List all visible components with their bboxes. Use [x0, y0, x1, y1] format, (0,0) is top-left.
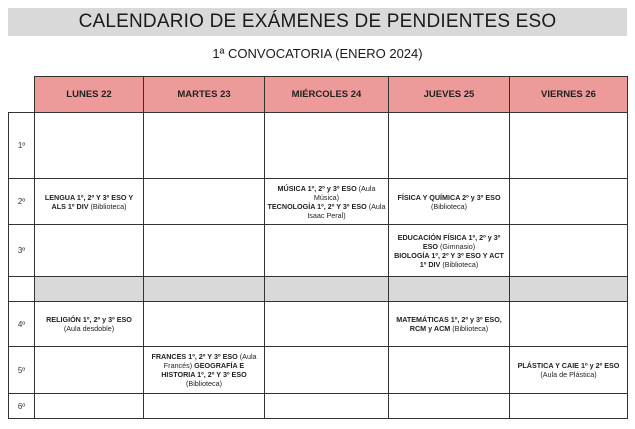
exam-title: FRANCES 1º, 2º Y 3º ESO — [151, 352, 238, 361]
break-cell — [144, 277, 265, 302]
exam-place: (Aula Música) — [313, 183, 376, 202]
table-row — [9, 347, 628, 394]
exam-cell — [265, 302, 389, 347]
exam-cell — [265, 225, 389, 277]
exam-place: (Biblioteca) — [90, 201, 127, 211]
exam-cell — [144, 113, 265, 179]
corner-cell — [9, 77, 35, 113]
period-label: 5º — [9, 347, 35, 394]
exam-cell — [389, 347, 510, 394]
exam-cell — [265, 179, 389, 225]
break-row — [9, 277, 628, 302]
day-header-miercoles: MIÉRCOLES 24 — [265, 77, 389, 113]
exam-place: (Biblioteca) — [452, 324, 489, 333]
table-row — [9, 113, 628, 179]
break-cell — [35, 277, 144, 302]
exam-place: (Aula Francés) — [163, 352, 257, 370]
day-header-viernes: VIERNES 26 — [510, 77, 628, 113]
break-cell — [510, 277, 628, 302]
break-cell — [9, 277, 35, 302]
day-header-jueves: JUEVES 25 — [389, 77, 510, 113]
exam-cell — [510, 225, 628, 277]
exam-place: (Aula de Plástica) — [540, 370, 597, 379]
exam-cell — [510, 179, 628, 225]
exam-cell — [35, 347, 144, 394]
exam-title: FÍSICA Y QUÍMICA 2º y 3º ESO — [397, 192, 501, 202]
exam-cell — [265, 347, 389, 394]
exam-place: (Biblioteca) — [186, 379, 222, 388]
exam-cell — [35, 225, 144, 277]
exam-cell — [510, 394, 628, 419]
exam-cell — [510, 113, 628, 179]
exam-cell — [144, 179, 265, 225]
exam-calendar-table — [8, 76, 628, 419]
exam-place: (Aula desdoble) — [63, 324, 115, 333]
exam-cell — [144, 302, 265, 347]
exam-title: EDUCACIÓN FÍSICA 1º, 2º y 3º ESO — [397, 232, 501, 251]
exam-cell — [144, 225, 265, 277]
page-title: CALENDARIO DE EXÁMENES DE PENDIENTES ESO — [8, 8, 627, 36]
break-cell — [389, 277, 510, 302]
exam-title: GEOGRAFÍA E HISTORIA 1º, 2º Y 3º ESO — [161, 361, 247, 379]
exam-place: (Biblioteca) — [442, 259, 479, 269]
exam-cell — [35, 302, 144, 347]
exam-title: BIOLOGÍA 1º, 2º Y 3º ESO Y ACT 1º DIV — [394, 250, 504, 269]
day-header-lunes: LUNES 22 — [35, 77, 144, 113]
exam-cell — [144, 394, 265, 419]
exam-cell — [265, 394, 389, 419]
exam-cell — [389, 113, 510, 179]
day-header-martes: MARTES 23 — [144, 77, 265, 113]
break-cell — [265, 277, 389, 302]
page-subtitle: 1ª CONVOCATORIA (ENERO 2024) — [212, 46, 423, 61]
period-label: 4º — [9, 302, 35, 347]
exam-cell — [389, 394, 510, 419]
exam-place: (Gimnasio) — [440, 241, 476, 251]
table-row — [9, 394, 628, 419]
period-label: 3º — [9, 225, 35, 277]
table-row — [9, 302, 628, 347]
exam-cell — [265, 113, 389, 179]
table-row — [9, 225, 628, 277]
table-row — [9, 179, 628, 225]
exam-cell — [510, 302, 628, 347]
exam-title: TECNOLOGÍA 1º, 2º Y 3º ESO — [267, 201, 367, 211]
period-label: 6º — [9, 394, 35, 419]
exam-title: PLÁSTICA Y CAIE 1º y 2º ESO — [517, 361, 620, 370]
period-label: 1º — [9, 113, 35, 179]
exam-cell — [35, 113, 144, 179]
exam-place: (Aula Isaac Peral) — [307, 201, 386, 220]
exam-cell — [389, 225, 510, 277]
exam-title: LENGUA 1º, 2º Y 3º ESO Y ALS 1º DIV — [44, 192, 134, 211]
header-row — [9, 77, 628, 113]
period-label: 2º — [9, 179, 35, 225]
exam-cell — [510, 347, 628, 394]
exam-cell — [35, 394, 144, 419]
exam-title: RELIGIÓN 1º, 2º y 3º ESO — [46, 315, 132, 324]
exam-cell — [144, 347, 265, 394]
exam-cell — [389, 302, 510, 347]
exam-cell — [35, 179, 144, 225]
exam-title: MÚSICA 1º, 2º y 3º ESO — [277, 183, 357, 193]
exam-place: (Biblioteca) — [431, 201, 467, 211]
exam-title: MATEMÁTICAS 1º, 2º y 3º ESO, RCM y ACM — [396, 315, 502, 333]
exam-cell — [389, 179, 510, 225]
